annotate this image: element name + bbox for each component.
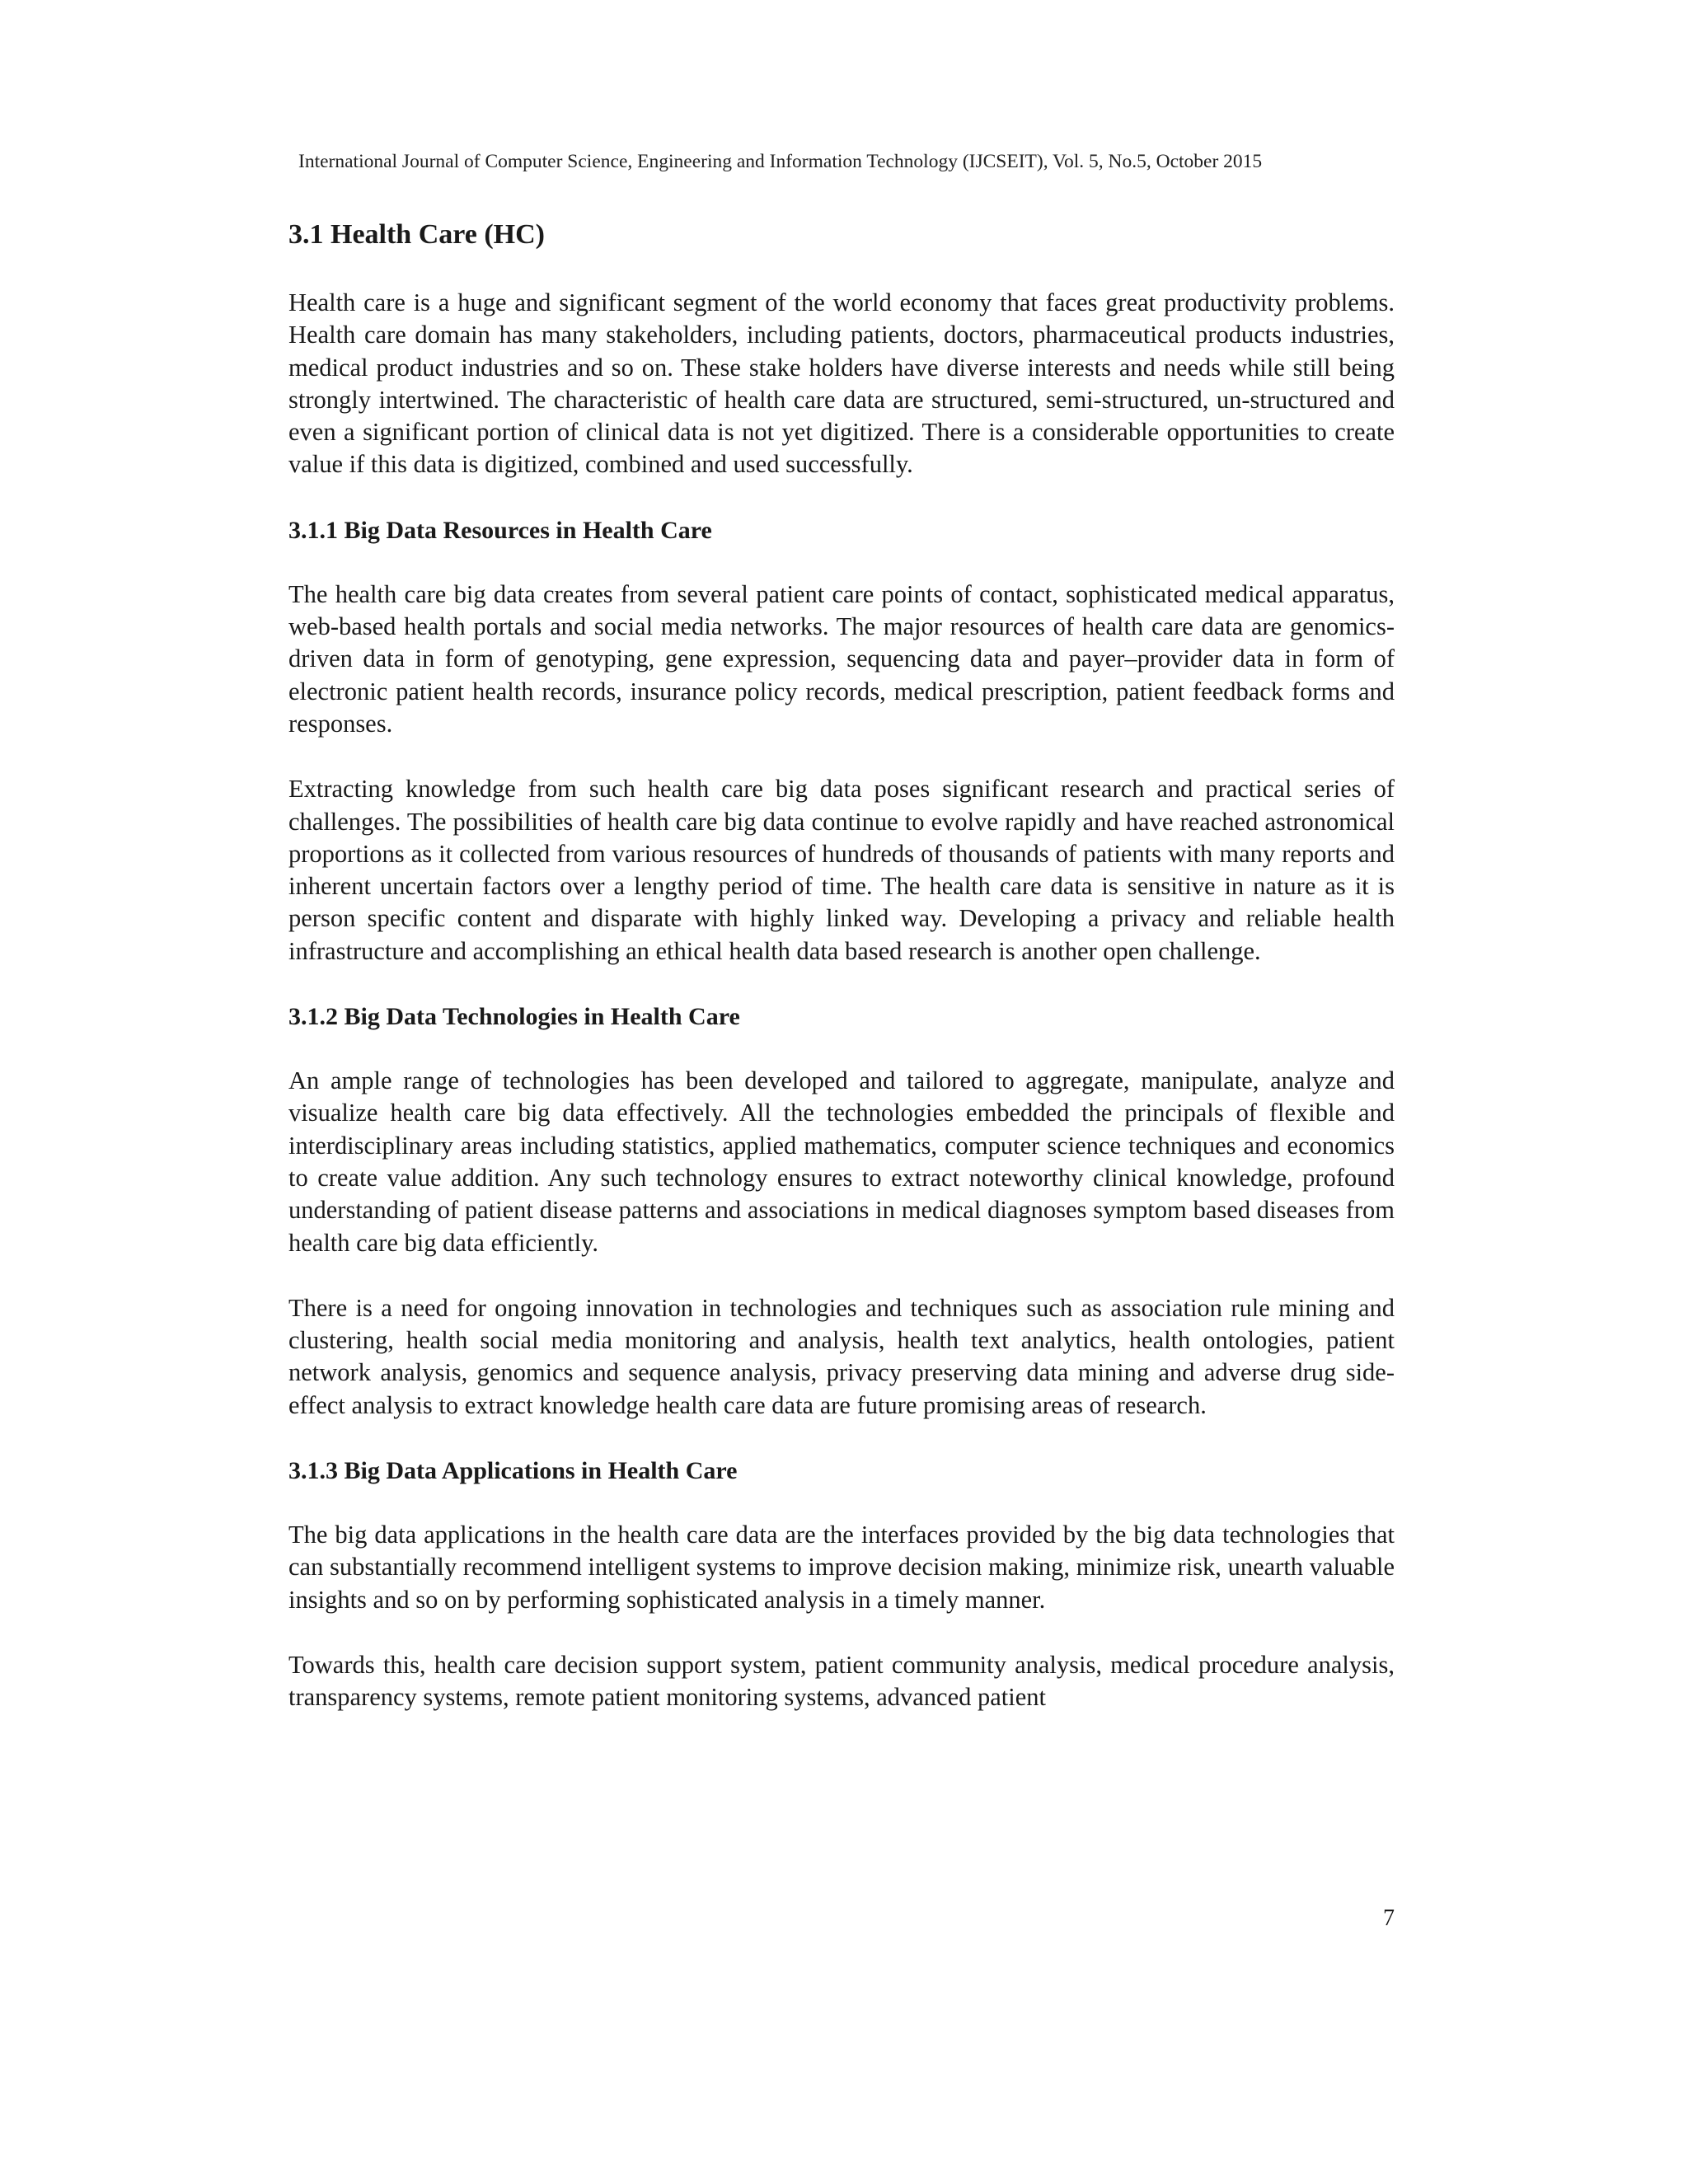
paragraph: The health care big data creates from several patient care points of contact, sophisticated medical apparatus, web-based health portals and social media networks. The major resources of health care data are genomics-driven data in form of genotyping, gene expression, sequencing data and payer–provider data in form of electronic patient health records, insurance policy records, medical prescription, patient feedback forms and responses.: [288, 579, 1395, 738]
paragraph: There is a need for ongoing innovation in technologies and techniques such as association rule mining and clustering, health social media monitoring and analysis, health text analytics, health ontologies, patient network analysis, genomics and sequence analysis, privacy preserving data mining and adverse drug side-effect analysis to extract knowledge health care data are future promising areas of research.: [288, 1293, 1395, 1419]
paragraph: The big data applications in the health care data are the interfaces provided by the big data technologies that can substantially recommend intelligent systems to improve decision making, minimize risk, unearth valuable insights and so on by performing sophisticated analysis in a timely manner.: [288, 1521, 1395, 1614]
subsection-title-applications: 3.1.3 Big Data Applications in Health Care: [288, 1457, 738, 1485]
main-content: [288, 216, 1395, 1747]
running-header: International Journal of Computer Science, Engineering and Information Technology (IJCSEIT), Vol. 5, No.5, October 2015: [298, 151, 1263, 172]
paragraph: An ample range of technologies has been developed and tailored to aggregate, manipulate, analyze and visualize health care big data effectively. All the technologies embedded the principals of flexible and interdisciplinary areas including statistics, applied mathematics, computer science techniques and economics to create value addition. Any such technology ensures to extract noteworthy clinical knowledge, profound understanding of patient disease patterns and associations in medical diagnoses symptom based diseases from health care big data efficiently.: [288, 1066, 1395, 1257]
section-title: 3.1 Health Care (HC): [288, 219, 545, 250]
paragraph: Towards this, health care decision support system, patient community analysis, medical procedure analysis, transparency systems, remote patient monitoring systems, advanced patient: [288, 1650, 1395, 1712]
subsection-title-technologies: 3.1.2 Big Data Technologies in Health Care: [288, 1003, 740, 1031]
page-number: 7: [1383, 1905, 1395, 1931]
subsection-title-resources: 3.1.1 Big Data Resources in Health Care: [288, 516, 712, 544]
paragraph: Extracting knowledge from such health care big data poses significant research and practical series of challenges. The possibilities of health care big data continue to evolve rapidly and have reached astronomical proportions as it collected from various resources of hundreds of thousands of patients with many reports and inherent uncertain factors over a lengthy period of time. The health care data is sensitive in nature as it is person specific content and disparate with highly linked way. Developing a privacy and reliable health infrastructure and accomplishing an ethical health data based research is another open challenge.: [288, 775, 1395, 965]
section-intro-paragraph: Health care is a huge and significant segment of the world economy that faces great productivity problems. Health care domain has many stakeholders, including patients, doctors, pharmaceutical products industries, medical product industries and so on. These stake holders have diverse interests and needs while still being strongly intertwined. The characteristic of health care data are structured, semi-structured, un-structured and even a significant portion of clinical data is not yet digitized. There is a considerable opportunities to create value if this data is digitized, combined and used successfully.: [288, 288, 1395, 479]
